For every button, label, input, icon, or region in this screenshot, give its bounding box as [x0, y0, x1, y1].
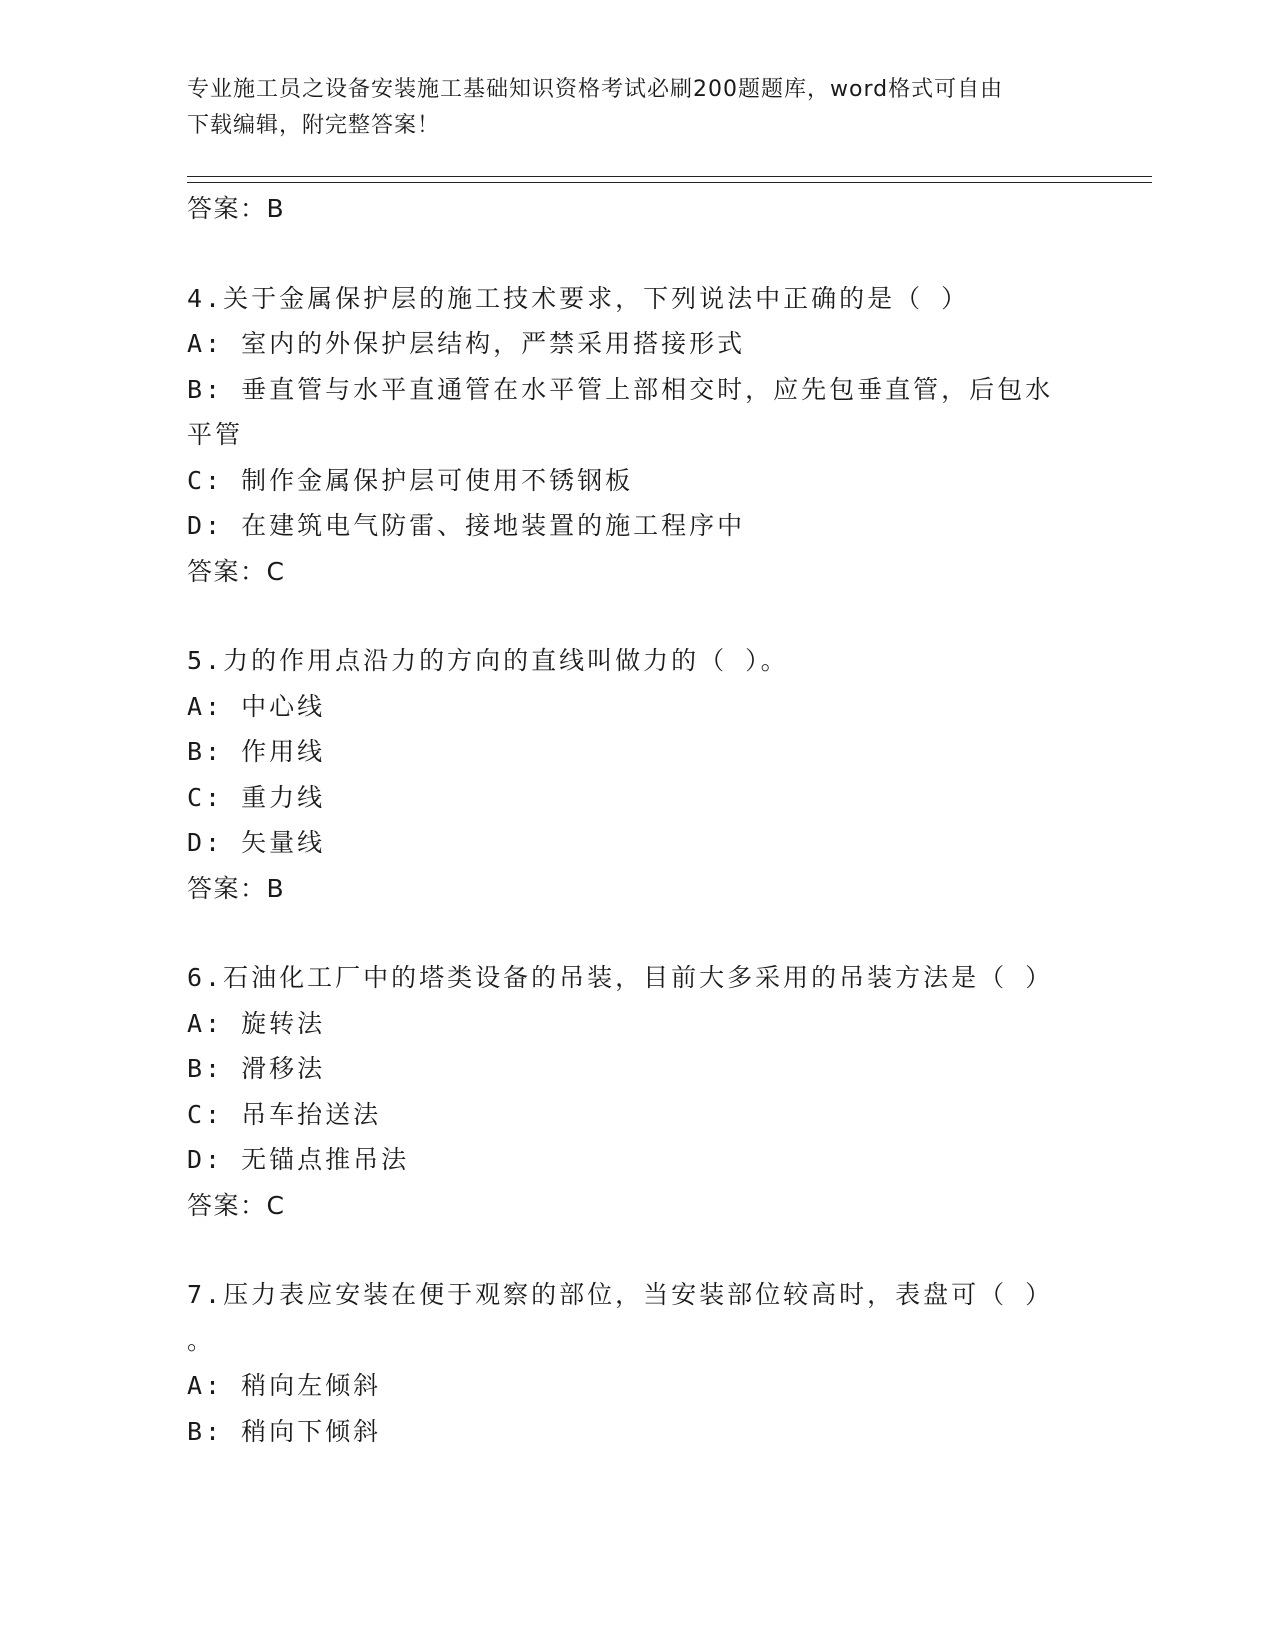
header-title-line-1: 专业施工员之设备安装施工基础知识资格考试必刷200题题库，word格式可自由	[187, 77, 1004, 102]
option-d: D: 在建筑电气防雷、接地装置的施工程序中	[187, 511, 746, 540]
option-a: A: 旋转法	[187, 1008, 326, 1038]
option-c: C: 制作金属保护层可使用不锈钢板	[187, 465, 634, 495]
option-b: B: 作用线	[187, 737, 326, 766]
answer: 答案：C	[187, 556, 286, 586]
option-d: D: 矢量线	[187, 828, 326, 857]
question-stem: 7.压力表应安装在便于观察的部位，当安装部位较高时，表盘可（ ）	[187, 1280, 1054, 1309]
question-5	[187, 638, 1087, 911]
option-a: A: 稍向左倾斜	[187, 1371, 382, 1400]
question-6	[187, 955, 1087, 1228]
question-stem: 5.力的作用点沿力的方向的直线叫做力的（ ）。	[187, 646, 789, 675]
option-c: C: 重力线	[187, 782, 326, 812]
option-b: B: 垂直管与水平直通管在水平管上部相交时，应先包垂直管，后包水	[187, 374, 1054, 404]
option-b: B: 滑移法	[187, 1054, 326, 1083]
question-4	[187, 276, 1087, 595]
header-divider-top	[187, 176, 1152, 177]
option-d: D: 无锚点推吊法	[187, 1145, 410, 1174]
question-7	[187, 1272, 1087, 1454]
question-stem-continued: 。	[187, 1325, 216, 1355]
option-b-continued: 平管	[187, 420, 244, 449]
question-stem: 4.关于金属保护层的施工技术要求，下列说法中正确的是（ ）	[187, 283, 970, 313]
document-header	[187, 72, 1087, 144]
header-title-line-2: 下载编辑，附完整答案！	[187, 113, 441, 138]
option-b: B: 稍向下倾斜	[187, 1416, 382, 1446]
answer: 答案：C	[187, 1190, 286, 1220]
option-a: A: 室内的外保护层结构，严禁采用搭接形式	[187, 329, 746, 358]
answer-q3: 答案：B	[187, 194, 286, 223]
question-stem: 6.石油化工厂中的塔类设备的吊装，目前大多采用的吊装方法是（ ）	[187, 963, 1054, 992]
header-divider-bottom	[187, 182, 1152, 183]
option-c: C: 吊车抬送法	[187, 1099, 382, 1129]
question-list	[187, 186, 1087, 1454]
option-a: A: 中心线	[187, 691, 326, 721]
answer: 答案：B	[187, 873, 286, 903]
